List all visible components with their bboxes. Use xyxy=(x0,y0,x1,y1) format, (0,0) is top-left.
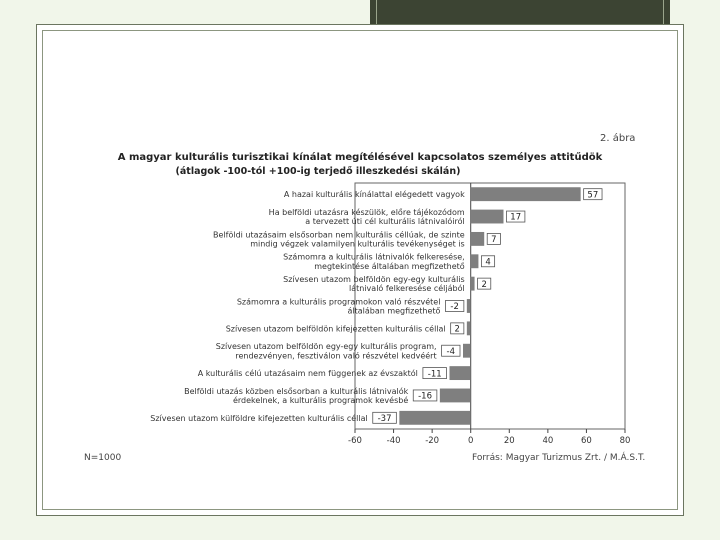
bar xyxy=(471,254,479,268)
data-label: -2 xyxy=(450,302,459,313)
bar xyxy=(463,344,471,358)
category-label: A hazai kulturális kínálattal elégedett vagyok xyxy=(283,190,465,200)
bar xyxy=(471,187,581,201)
category-label: Ha belföldi utazásra készülök, előre tájékozódom xyxy=(268,207,465,217)
bar xyxy=(471,210,504,224)
bar xyxy=(450,366,471,380)
category-label: Szívesen utazom belföldön egy-egy kulturális xyxy=(283,275,465,285)
category-label: érdekelnek, a kulturális programok kevésbé xyxy=(232,396,409,406)
data-label: 17 xyxy=(510,212,522,223)
x-tick-label: 80 xyxy=(619,436,631,446)
bar xyxy=(440,389,471,403)
chart-title: A magyar kulturális turisztikai kínálat megítélésével kapcsolatos személyes attitűdök xyxy=(117,152,603,163)
category-label: rendezvényen, fesztiválon való részvétel kedvéért xyxy=(235,351,437,361)
bar xyxy=(467,321,471,335)
data-label: 57 xyxy=(587,190,599,201)
category-label: mindig végzek valamilyen kulturális tevékenységet is xyxy=(250,239,465,249)
category-label: Belföldi utazásaim elsősorban nem kulturális céllúak, de szinte xyxy=(213,230,465,240)
data-label: 2 xyxy=(454,324,460,335)
data-label: -11 xyxy=(427,369,442,380)
category-label: Szívesen utazom belföldön egy-egy kulturális program, xyxy=(215,342,437,352)
plot-area xyxy=(150,183,630,446)
x-tick-label: -40 xyxy=(386,436,401,446)
x-tick-label: 60 xyxy=(581,436,592,446)
category-label: látnivaló felkeresése céljából xyxy=(349,284,465,294)
chart-subtitle: (átlagok -100-tól +100-ig terjedő illeszkedési skálán) xyxy=(175,166,461,177)
data-label: 7 xyxy=(491,235,497,246)
category-label: Szívesen utazom belföldön kifejezetten kulturális céllal xyxy=(225,324,446,334)
category-label: A kulturális célú utazásaim nem függenek az évszaktól xyxy=(197,369,418,379)
data-label: -4 xyxy=(446,346,456,357)
x-tick-label: 40 xyxy=(542,436,554,446)
figure-number: 2. ábra xyxy=(600,133,636,144)
source-note: Forrás: Magyar Turizmus Zrt. / M.Á.S.T. xyxy=(472,453,646,463)
data-label: 4 xyxy=(485,257,491,268)
category-label: Számomra a kulturális látnivalók felkeresése, xyxy=(283,252,465,262)
x-tick-label: -20 xyxy=(425,436,440,446)
bar xyxy=(467,299,471,313)
category-label: a tervezett úti cél kulturális látnivalóiról xyxy=(305,217,465,227)
category-label: Belföldi utazás közben elsősorban a kulturális látnivalók xyxy=(184,386,409,396)
category-label: Számomra a kulturális programokon való részvétel xyxy=(236,297,441,307)
x-tick-label: 20 xyxy=(503,436,515,446)
bar xyxy=(399,411,470,425)
bar xyxy=(471,232,485,246)
category-label: Szívesen utazom külföldre kifejezetten kulturális céllal xyxy=(150,413,368,423)
data-label: -16 xyxy=(418,391,433,402)
bar xyxy=(471,277,475,291)
x-tick-label: -60 xyxy=(348,436,362,446)
x-tick-label: 0 xyxy=(468,436,474,446)
category-label: általában megfizethető xyxy=(347,306,441,316)
data-label: -37 xyxy=(377,414,392,425)
category-label: megtekintése általában megfizethető xyxy=(314,261,465,271)
sample-size-note: N=1000 xyxy=(84,453,122,463)
data-label: 2 xyxy=(481,279,487,290)
